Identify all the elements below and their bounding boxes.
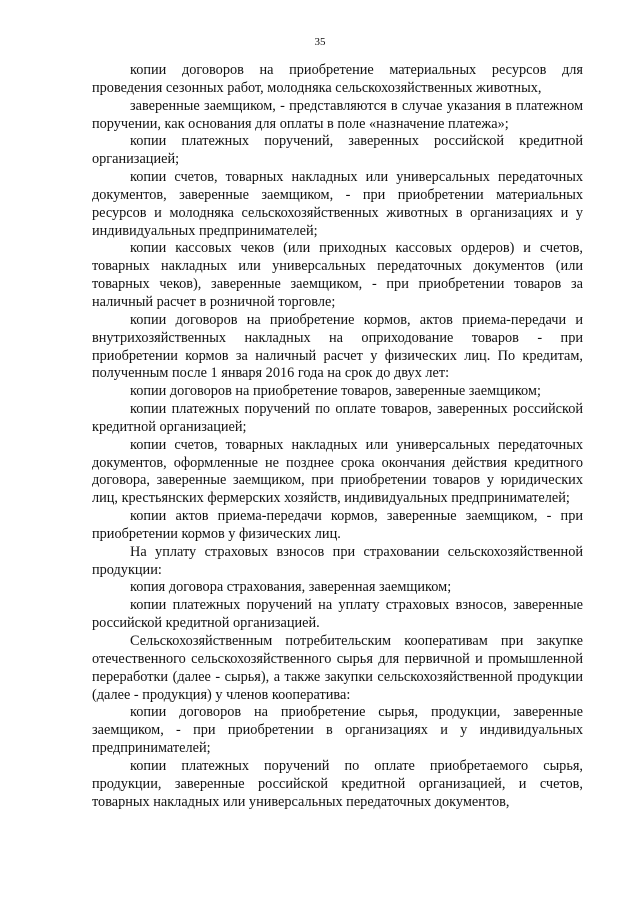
page-number: 35 [314, 36, 326, 48]
paragraph: заверенные заемщиком, - представляются в случае указания в платежном поручении, как основания для оплаты в поле «назначение платежа»; [92, 97, 583, 132]
paragraph: копии кассовых чеков (или приходных кассовых ордеров) и счетов, товарных накладных или универсальных передаточных документов (или товарных чеков), заверенные заемщиком, - при приобретении товаров за наличный расчет в розничной торговле; [92, 240, 583, 310]
paragraph: копии договоров на приобретение кормов, актов приема-передачи и внутрихозяйственных накладных на оприходование товаров - при приобретении кормов за наличный расчет у физических лиц. По кредитам, полученным после 1 января 2016 года на срок до двух лет: [92, 311, 583, 382]
document-body [92, 62, 583, 811]
paragraph: копии договоров на приобретение материальных ресурсов для проведения сезонных работ, молодняка сельскохозяйственных животных, [92, 62, 583, 96]
paragraph: копии платежных поручений по оплате товаров, заверенных российской кредитной организацией; [92, 401, 583, 435]
paragraph: копия договора страхования, заверенная заемщиком; [130, 579, 452, 596]
paragraph: копии платежных поручений, заверенных российской кредитной организацией; [92, 133, 583, 168]
paragraph: копии договоров на приобретение товаров, заверенные заемщиком; [130, 383, 541, 400]
paragraph: копии актов приема-передачи кормов, заверенные заемщиком, - при приобретении кормов у физических лиц. [92, 508, 583, 542]
paragraph: Сельскохозяйственным потребительским кооперативам при закупке отечественного сельскохозяйственного сырья для первичной и промышленной переработки (далее - сырья), а также закупки сельскохозяйственной продукции (далее - продукция) у членов кооператива: [92, 633, 583, 703]
paragraph: На уплату страховых взносов при страховании сельскохозяйственной продукции: [92, 543, 583, 578]
paragraph: копии платежных поручений на уплату страховых взносов, заверенные российской кредитной организацией. [92, 597, 583, 632]
paragraph: копии договоров на приобретение сырья, продукции, заверенные заемщиком, - при приобретении в организациях и у индивидуальных предпринимателей; [92, 704, 583, 757]
paragraph: копии счетов, товарных накладных или универсальных передаточных документов, заверенные заемщиком, - при приобретении материальных ресурсов и молодняка сельскохозяйственных животных в организациях и у индивидуальных предпринимателей; [92, 169, 583, 239]
paragraph: копии платежных поручений по оплате приобретаемого сырья, продукции, заверенные российской кредитной организацией, и счетов, товарных накладных или универсальных передаточных документов, [92, 757, 583, 810]
paragraph: копии счетов, товарных накладных или универсальных передаточных документов, оформленные не позднее срока окончания действия кредитного договора, заверенные заемщиком, при приобретении товаров у юридических лиц, крестьянских фермерских хозяйств, индивидуальных предпринимателей; [92, 436, 583, 507]
